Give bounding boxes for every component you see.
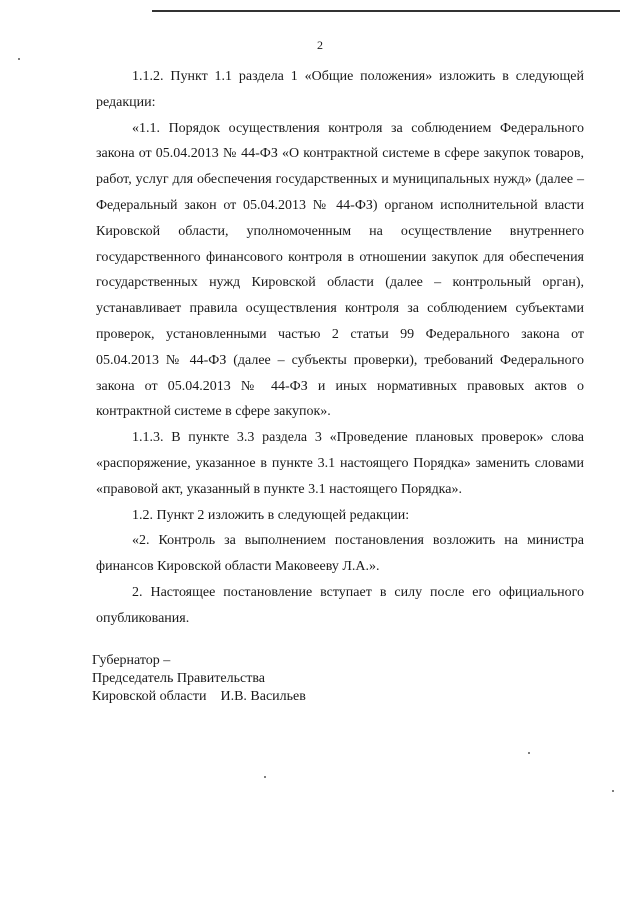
scan-speck [612, 790, 614, 792]
paragraph-1-1-3: 1.1.3. В пункте 3.3 раздела 3 «Проведение плановых проверок» слова «распоряжение, указанное в пункте 3.1 настоящего Порядка» заменить словами «правовой акт, указанный в пункте 3.1 настоящего Порядка». [96, 430, 584, 497]
signature-block [92, 652, 306, 706]
signature-title-2: Председатель Правительства [92, 671, 265, 686]
scan-speck [18, 58, 20, 60]
top-border-line [152, 10, 620, 12]
document-body [96, 64, 584, 632]
signature-title-1: Губернатор – [92, 653, 171, 668]
paragraph-2: 2. Настоящее постановление вступает в силу после его официального опубликования. [96, 584, 584, 626]
paragraph-1-1-2: 1.1.2. Пункт 1.1 раздела 1 «Общие положения» изложить в следующей редакции: [96, 69, 584, 110]
scan-speck [264, 776, 266, 778]
page-number: 2 [317, 38, 323, 52]
paragraph-2-quote: «2. Контроль за выполнением постановления возложить на министра финансов Кировской области Маковееву Л.А.». [96, 533, 584, 575]
paragraph-1-2: 1.2. Пункт 2 изложить в следующей редакции: [132, 507, 410, 523]
paragraph-1-1-quote: «1.1. Порядок осуществления контроля за соблюдением Федерального закона от 05.04.2013 № 44-ФЗ «О контрактной системе в сфере закупок товаров, работ, услуг для обеспечения государственных и муниципальных нужд» (далее – Федеральный закон от 05.04.2013 № 44-ФЗ) органом исполнительной власти Кировской области, уполномоченным на осуществление внутреннего государственного финансового контроля в отношении закупок для обеспечения государственных нужд Кировской области (далее – контрольный орган), устанавливает правила осуществления контроля за соблюдением субъектами проверок, установленными частью 2 статьи 99 Федерального закона от 05.04.2013 № 44-ФЗ (далее – субъекты проверки), требований Федерального закона от 05.04.2013 № 44-ФЗ и иных нормативных правовых актов о контрактной системе в сфере закупок». [96, 120, 584, 420]
signature-name: Кировской области И.В. Васильев [92, 689, 306, 704]
scan-speck [528, 752, 530, 754]
